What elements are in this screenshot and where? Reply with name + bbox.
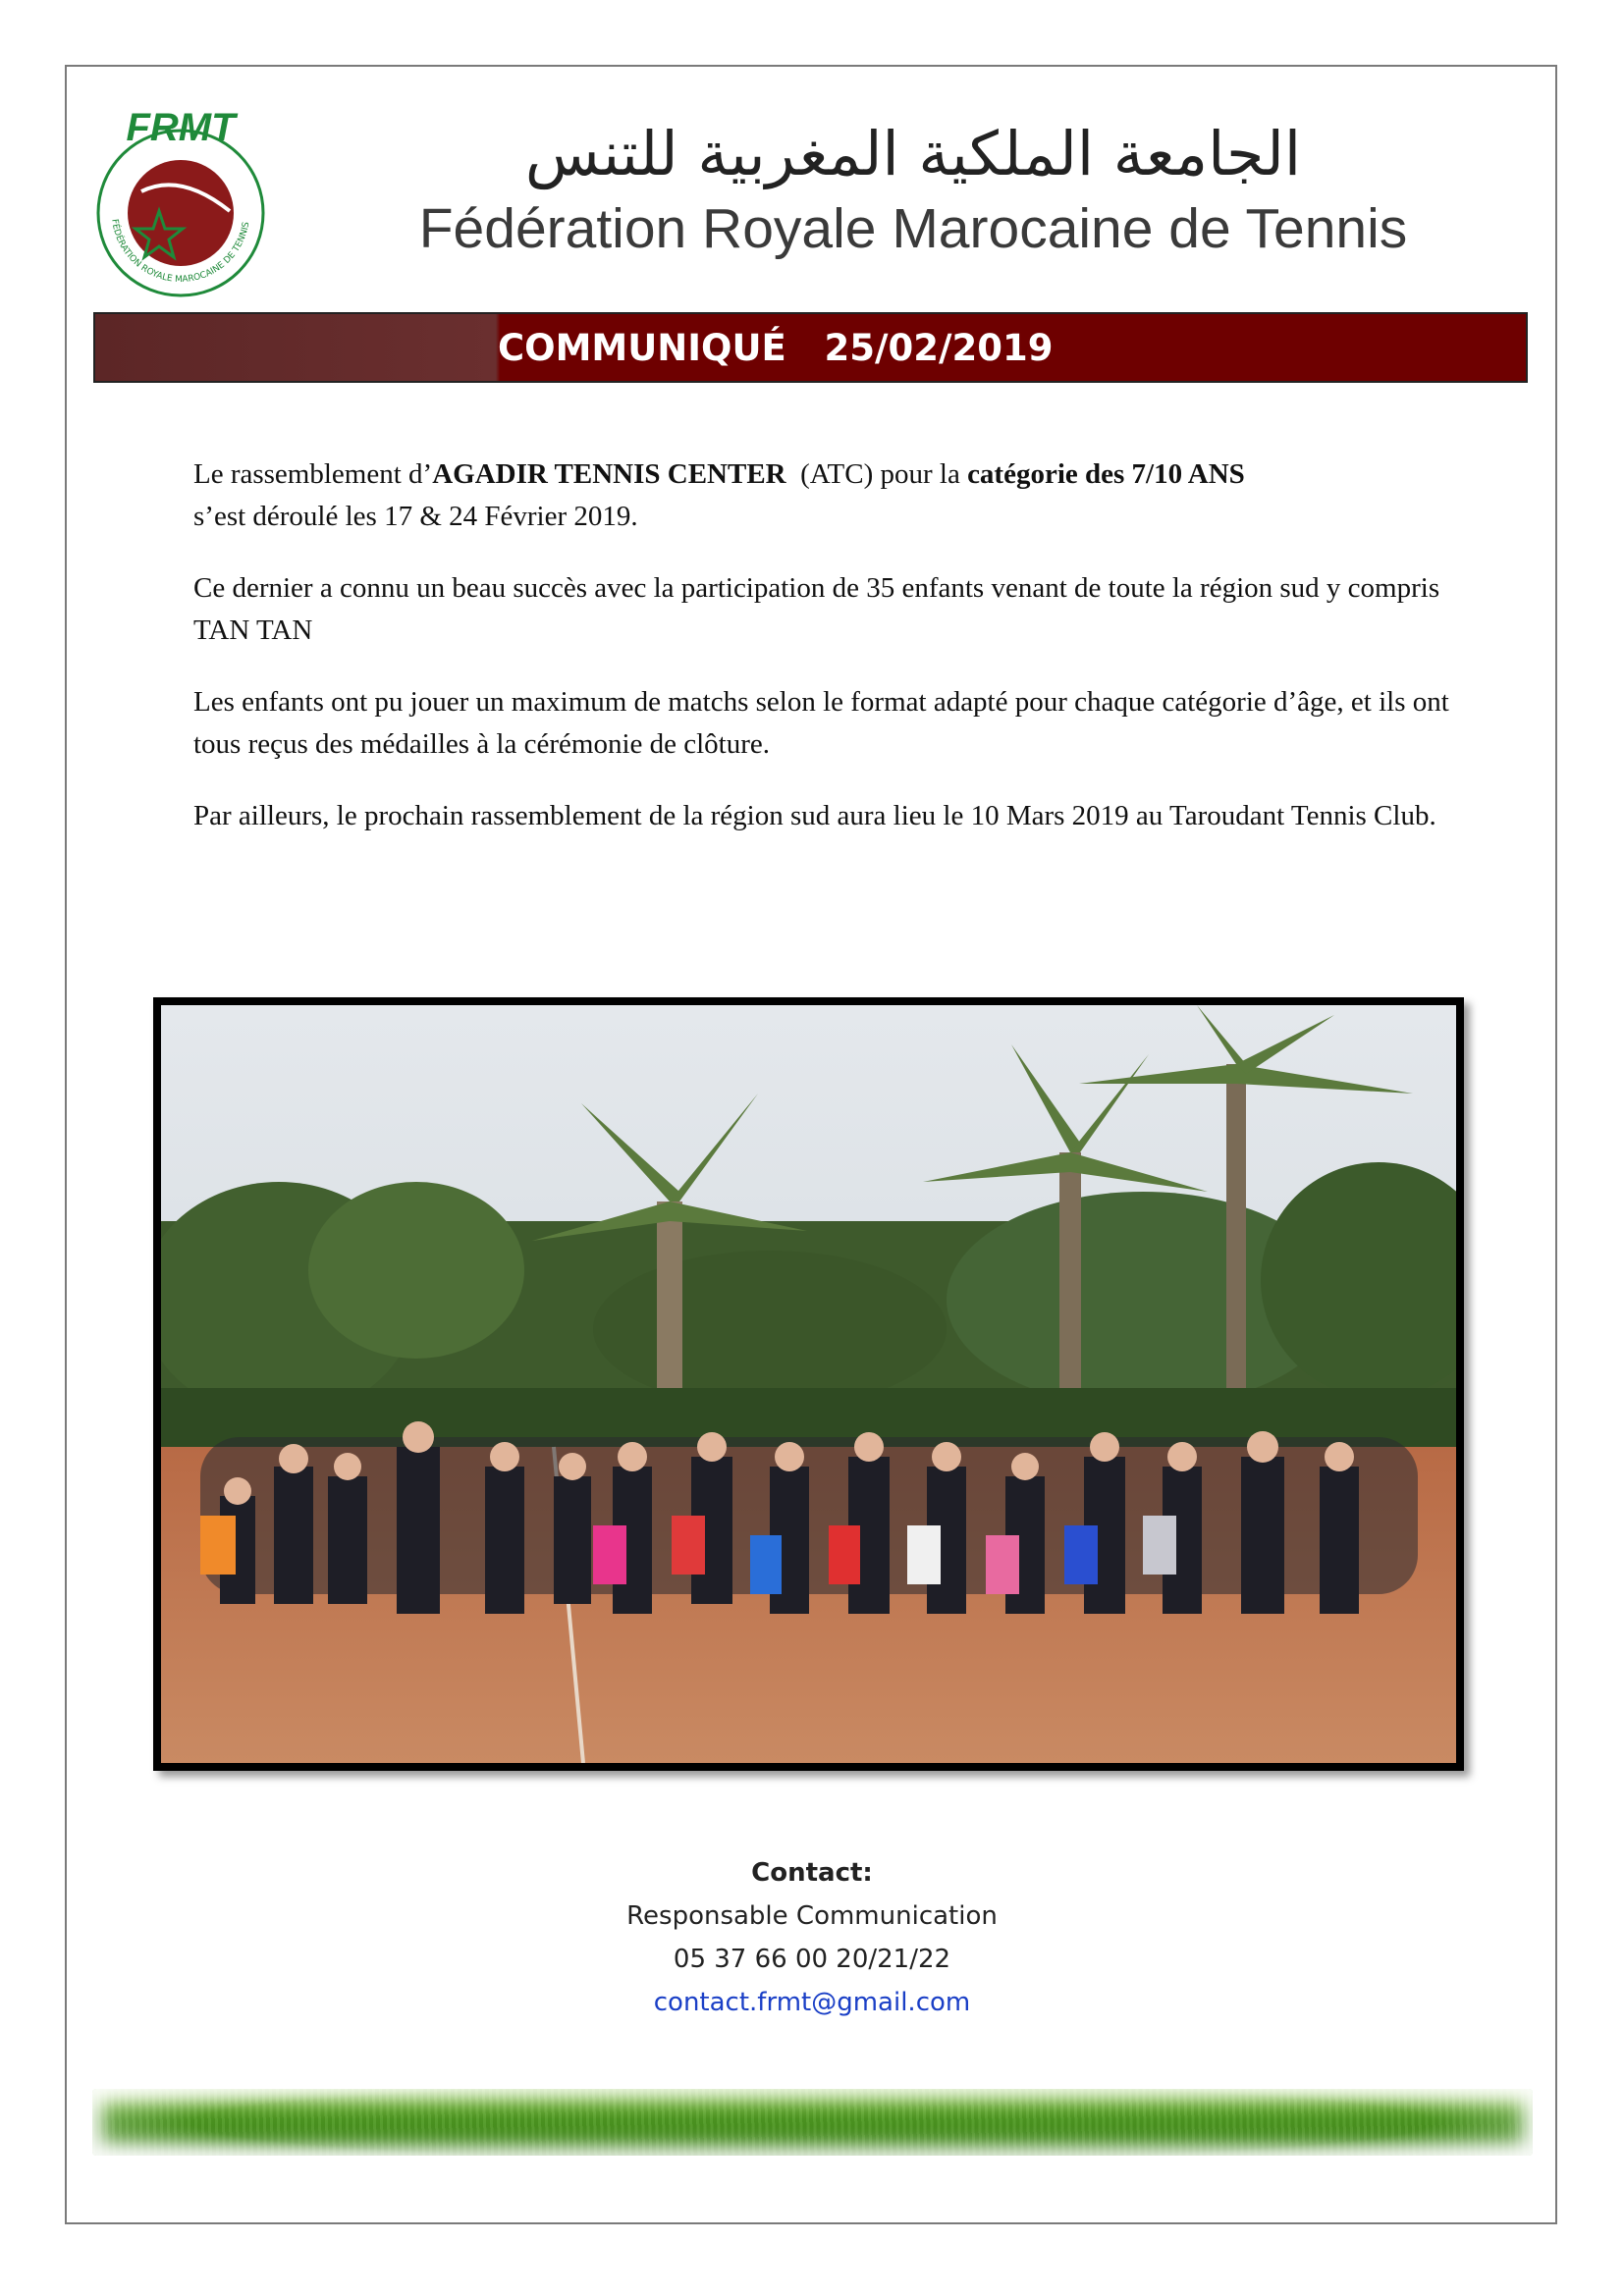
paragraph-2: Ce dernier a connu un beau succès avec la participation de 35 enfants venant de toute la région sud y compris TAN TAN [193,572,1440,646]
p1-text-a: Le rassemblement d’ [193,458,433,490]
contact-heading: Contact: [751,1858,873,1888]
press-release-body [193,454,1470,867]
group-photo [153,997,1464,1771]
grass-footer-fade [82,2079,1543,2165]
communique-date: 25/02/2019 [824,327,1054,369]
logo-ring-text: FÉDÉRATION ROYALE MAROCAINE DE TENNIS [109,218,252,286]
paragraph-1 [193,454,1470,538]
p1-category: catégorie des 7/10 ANS [967,458,1245,490]
paragraph-3: Les enfants ont pu jouer un maximum de matchs selon le format adapté pour chaque catégorie d’âge, et ils ont tous reçus des médailles à la cérémonie de clôture. [193,686,1449,760]
frmt-logo [82,103,279,299]
contact-block [419,1851,1205,2024]
communique-label: COMMUNIQUÉ [498,327,786,369]
p1-club-name: AGADIR TENNIS CENTER [432,458,786,490]
contact-role: Responsable Communication [626,1901,998,1931]
p1-dates: s’est déroulé les 17 & 24 Février 2019. [193,501,638,532]
contact-phone: 05 37 66 00 20/21/22 [673,1945,951,1974]
people-silhouettes [200,1421,1418,1614]
federation-title-french: Fédération Royale Marocaine de Tennis [418,197,1408,260]
p1-text-c: (ATC) pour la [785,458,968,490]
federation-title-arabic: الجامعة الملكية المغربية للتنس [524,118,1302,189]
communique-heading [498,314,1381,381]
logo-text: FRMT [126,106,236,149]
paragraph-4: Par ailleurs, le prochain rassemblement de la région sud aura lieu le 10 Mars 2019 au Taroudant Tennis Club. [193,800,1436,831]
group-photo-illustration [161,1005,1456,1763]
contact-email-link[interactable]: contact.frmt@gmail.com [653,1988,971,2017]
communique-banner [93,312,1528,383]
